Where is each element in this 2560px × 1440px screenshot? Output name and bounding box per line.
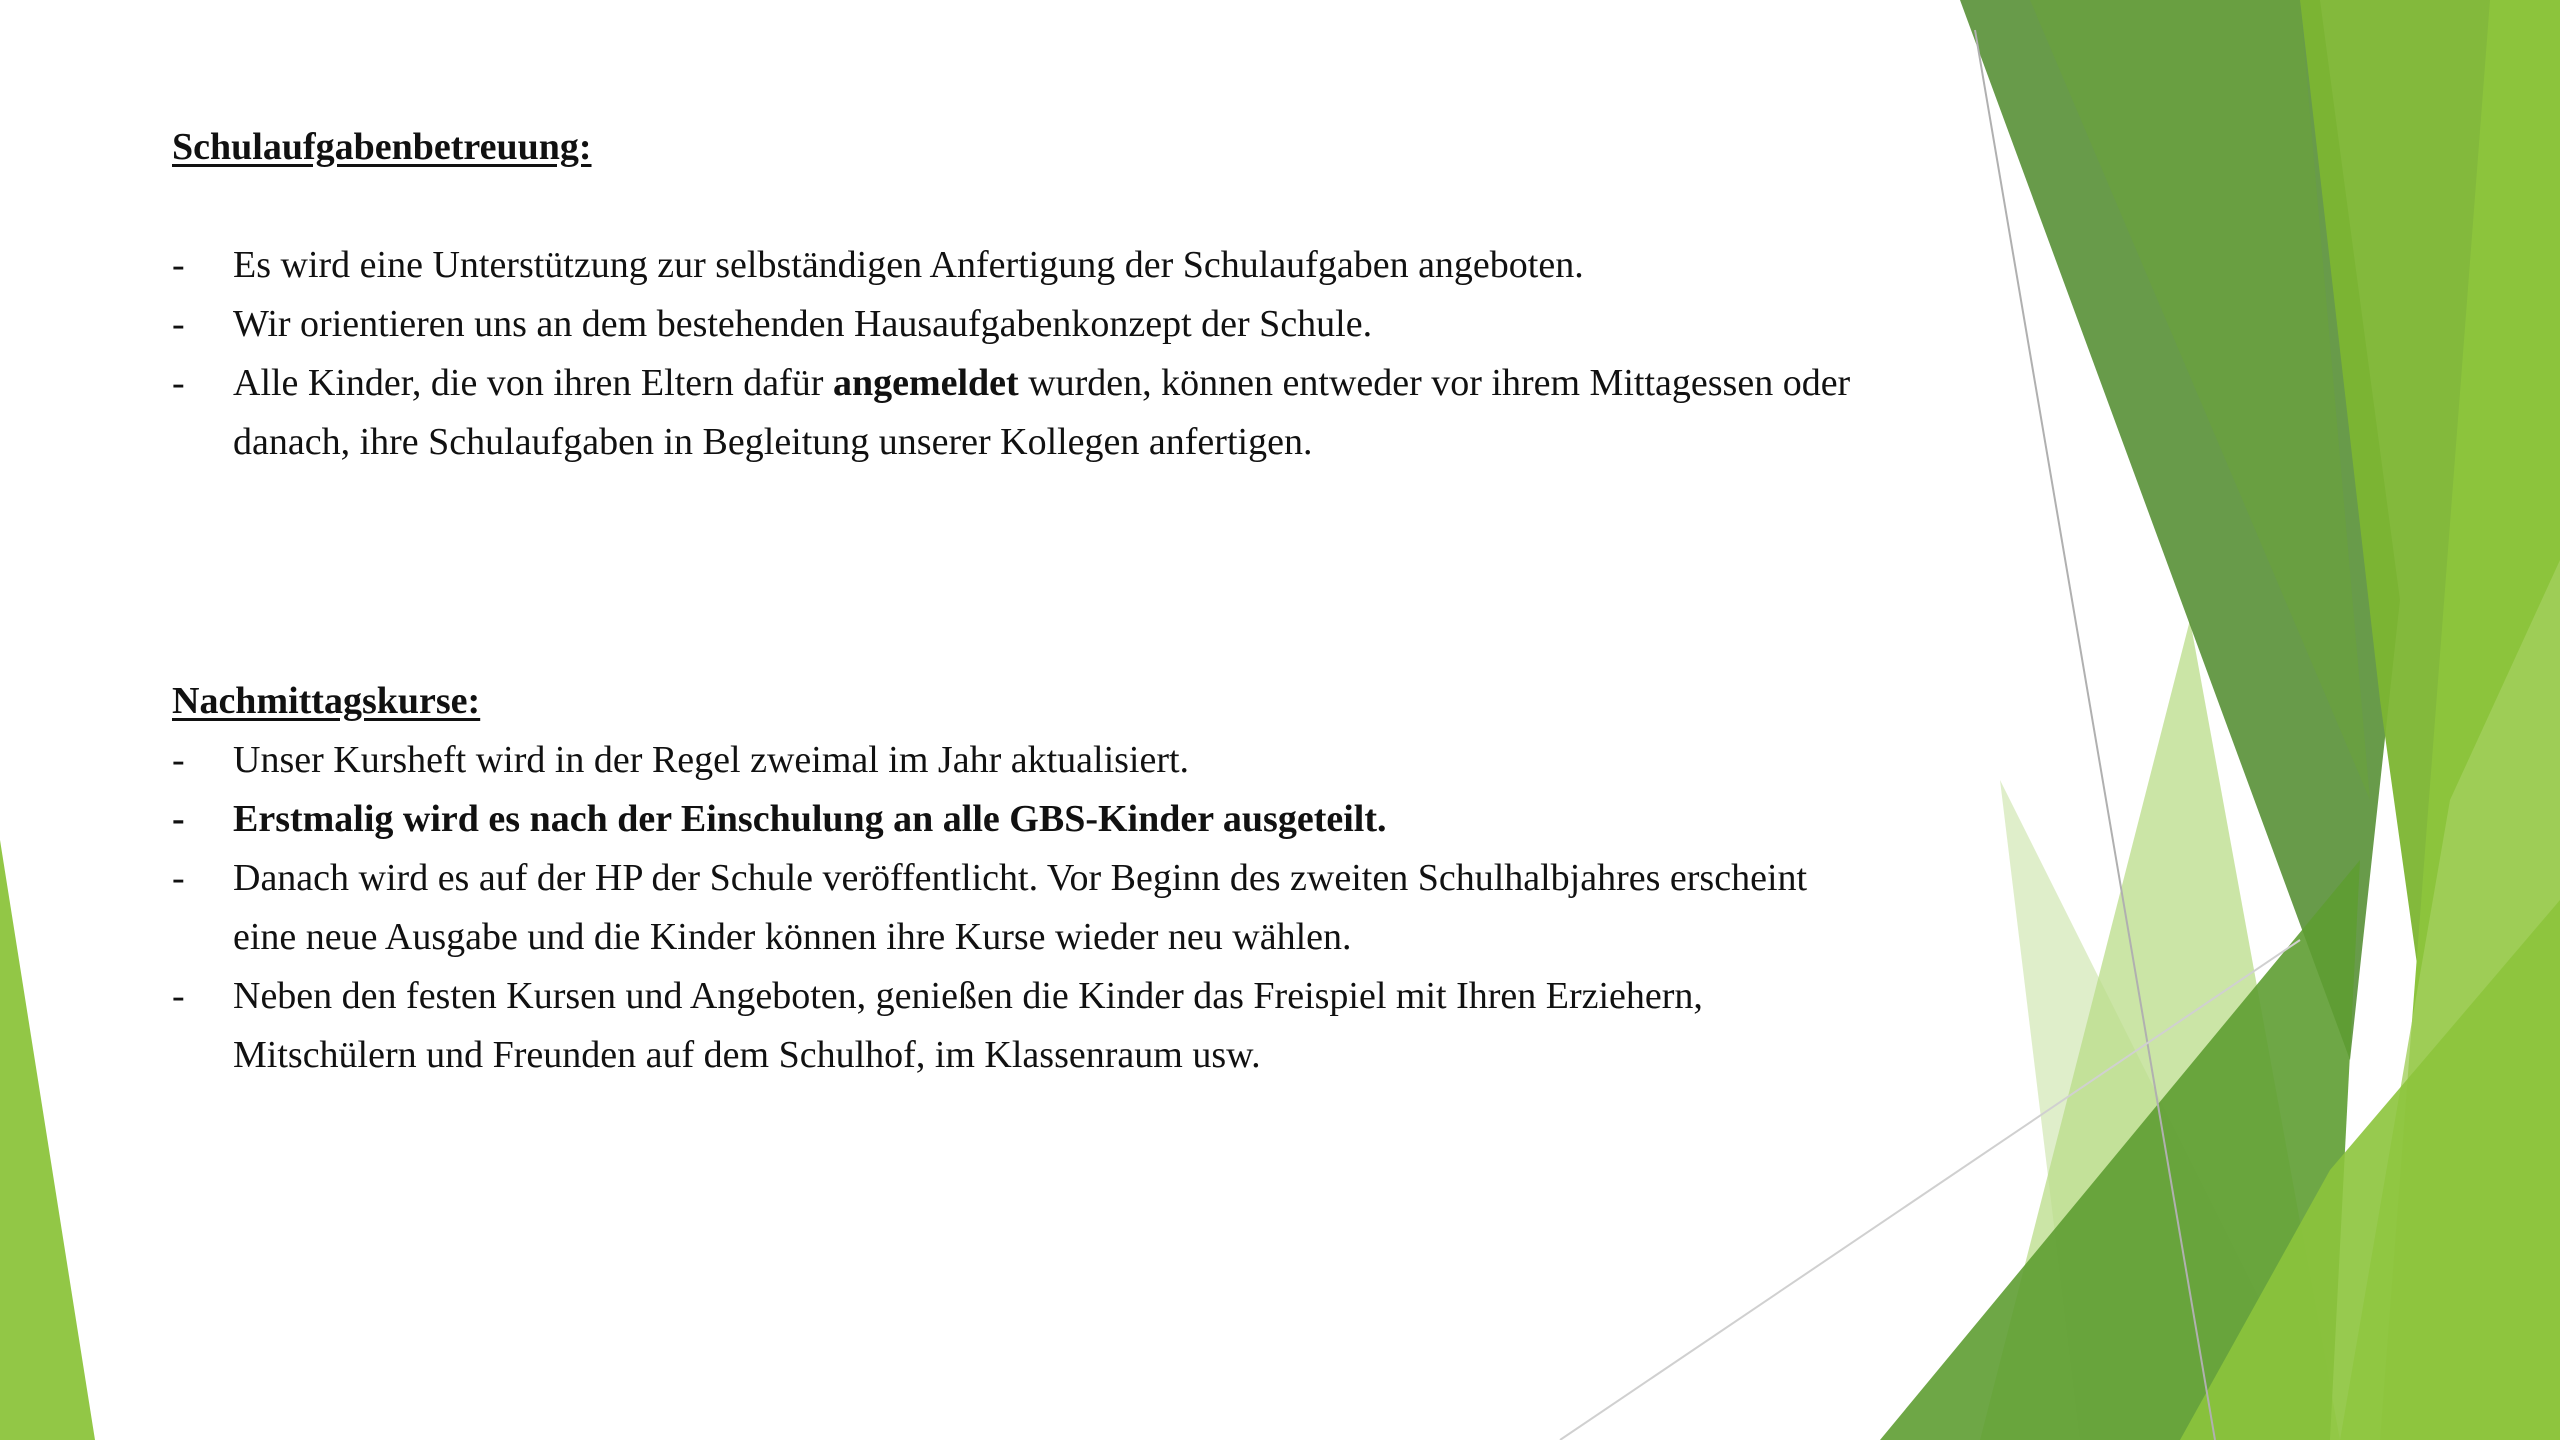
- list-item-text: Danach wird es auf der HP der Schule veröffentlicht. Vor Beginn des zweiten Schulhalbjahres erscheint eine neue Ausgabe und die Kinder können ihre Kurse wieder neu wählen.: [233, 857, 1808, 958]
- left-green-sliver: [0, 840, 95, 1440]
- list-item: [172, 967, 1872, 1085]
- list-item: [172, 849, 1872, 967]
- list-item-text: Wir orientieren uns an dem bestehenden Hausaufgabenkonzept der Schule.: [233, 303, 1373, 345]
- list-item: [172, 295, 1872, 354]
- homework-support-list: [172, 236, 1872, 472]
- bullet-dash: -: [172, 244, 185, 286]
- list-item: [172, 790, 1872, 849]
- list-item: [172, 354, 1872, 472]
- list-item-text-emphasis: angemeldet: [832, 362, 1019, 404]
- bullet-dash: -: [172, 857, 185, 899]
- bullet-dash: -: [172, 798, 185, 840]
- afternoon-courses-list: [172, 731, 1872, 1085]
- slide-content: [172, 118, 1872, 1085]
- bullet-dash: -: [172, 739, 185, 781]
- list-item: [172, 236, 1872, 295]
- heading-homework-support: Schulaufgabenbetreuung:: [172, 126, 592, 168]
- list-item-text: Erstmalig wird es nach der Einschulung an alle GBS-Kinder ausgeteilt.: [233, 798, 1387, 840]
- bullet-dash: -: [172, 362, 185, 404]
- heading-afternoon-courses: Nachmittagskurse:: [172, 680, 481, 722]
- bullet-dash: -: [172, 975, 185, 1017]
- bullet-dash: -: [172, 303, 185, 345]
- list-item-text: Neben den festen Kursen und Angeboten, genießen die Kinder das Freispiel mit Ihren Erziehern, Mitschülern und Freunden auf dem Schulhof, im Klassenraum usw.: [233, 975, 1703, 1076]
- list-item-text-start: Alle Kinder, die von ihren Eltern dafür: [233, 362, 833, 404]
- list-item-text: Es wird eine Unterstützung zur selbständigen Anfertigung der Schulaufgaben angeboten.: [233, 244, 1584, 286]
- spacer: [172, 177, 1872, 236]
- spacer: [172, 472, 1872, 672]
- list-item: [172, 731, 1872, 790]
- list-item-text: Unser Kursheft wird in der Regel zweimal im Jahr aktualisiert.: [233, 739, 1190, 781]
- list-item-text-end: wurden, können entweder vor ihrem Mittagessen oder danach, ihre Schulaufgaben in Begleitung unserer Kollegen anfertigen.: [233, 362, 1851, 463]
